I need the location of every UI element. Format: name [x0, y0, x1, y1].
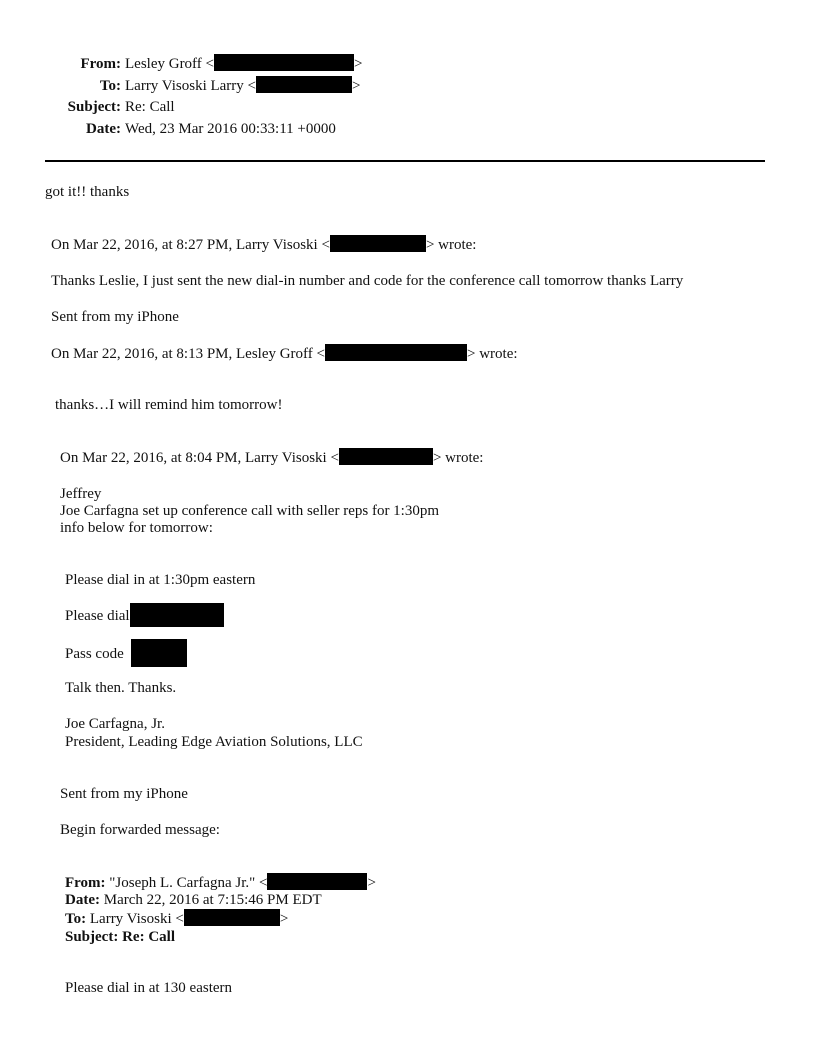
- quote3-sent: Sent from my iPhone: [60, 786, 188, 802]
- quote3-line3: info below for tomorrow:: [60, 520, 213, 536]
- fwd-subject: [65, 928, 175, 946]
- quote2-attribution: [51, 344, 518, 363]
- dial-time: Please dial in at 1:30pm eastern: [65, 572, 256, 588]
- redaction-block: [214, 54, 354, 71]
- header-to: [9, 76, 360, 95]
- quote3-line1: Jeffrey: [60, 486, 102, 502]
- begin-forwarded: Begin forwarded message:: [60, 822, 220, 838]
- fwd-to-value: Larry Visoski <: [89, 911, 184, 927]
- fwd-close-bracket: >: [367, 875, 376, 891]
- header-from: [9, 54, 362, 73]
- quote1-attribution: [51, 235, 476, 254]
- quote3-attribution-pre: On Mar 22, 2016, at 8:04 PM, Larry Visoski <: [60, 450, 339, 466]
- header-subject-label: Subject:: [67, 99, 121, 115]
- quote1-sent: Sent from my iPhone: [51, 309, 179, 325]
- redaction-block: [184, 909, 280, 926]
- redaction-block: [325, 344, 467, 361]
- pass-code: [65, 639, 187, 667]
- pass-code-label: Pass code: [65, 646, 124, 662]
- please-dial-label: Please dial: [65, 608, 130, 624]
- quote1-text: Thanks Leslie, I just sent the new dial-in number and code for the conference call tomorrow thanks Larry: [51, 273, 684, 289]
- quote3-attribution: [60, 448, 483, 467]
- fwd-from: [65, 873, 376, 892]
- header-to-value: Larry Visoski Larry <: [125, 78, 257, 94]
- signature-name: Joe Carfagna, Jr.: [65, 716, 165, 732]
- quote1-attribution-pre: On Mar 22, 2016, at 8:27 PM, Larry Visoski <: [51, 237, 330, 253]
- header-date-label: Date:: [86, 121, 121, 137]
- redaction-block: [267, 873, 367, 890]
- reply-text: got it!! thanks: [45, 184, 130, 200]
- fwd-text: Please dial in at 130 eastern: [65, 980, 233, 996]
- redaction-block: [330, 235, 426, 252]
- header-close-bracket: >: [352, 78, 361, 94]
- fwd-from-label: From:: [65, 875, 106, 891]
- fwd-subject-value: Re: Call: [122, 929, 175, 945]
- talk-then: Talk then. Thanks.: [65, 680, 177, 696]
- please-dial: [65, 603, 224, 627]
- redaction-block: [256, 76, 352, 93]
- redaction-block: [339, 448, 433, 465]
- fwd-to-label: To:: [65, 911, 87, 927]
- header-close-bracket: >: [354, 56, 363, 72]
- quote3-attribution-post: > wrote:: [432, 450, 484, 466]
- fwd-from-value: "Joseph L. Carfagna Jr." <: [109, 875, 268, 891]
- header-subject: [9, 98, 175, 116]
- fwd-to: [65, 909, 288, 928]
- quote2-attribution-post: > wrote:: [466, 346, 518, 362]
- quote1-attribution-post: > wrote:: [425, 237, 477, 253]
- header-from-value: Lesley Groff <: [125, 56, 214, 72]
- fwd-date-label: Date:: [65, 892, 100, 908]
- fwd-date-value: March 22, 2016 at 7:15:46 PM EDT: [103, 892, 322, 908]
- header-date: [9, 120, 336, 138]
- quote3-line2: Joe Carfagna set up conference call with seller reps for 1:30pm: [60, 503, 440, 519]
- fwd-subject-label: Subject:: [65, 929, 119, 945]
- header-divider: [45, 160, 765, 162]
- fwd-close-bracket: >: [279, 911, 289, 927]
- quote2-text: thanks…I will remind him tomorrow!: [55, 397, 283, 413]
- redaction-block: [131, 639, 187, 667]
- signature-title: President, Leading Edge Aviation Solutions, LLC: [65, 734, 363, 750]
- header-date-value: Wed, 23 Mar 2016 00:33:11 +0000: [125, 121, 336, 137]
- header-to-label: To:: [99, 78, 121, 94]
- header-from-label: From:: [80, 56, 121, 72]
- fwd-date: [65, 891, 322, 909]
- redaction-block: [130, 603, 224, 627]
- quote2-attribution-pre: On Mar 22, 2016, at 8:13 PM, Lesley Groff <: [51, 346, 325, 362]
- header-subject-value: Re: Call: [125, 99, 175, 115]
